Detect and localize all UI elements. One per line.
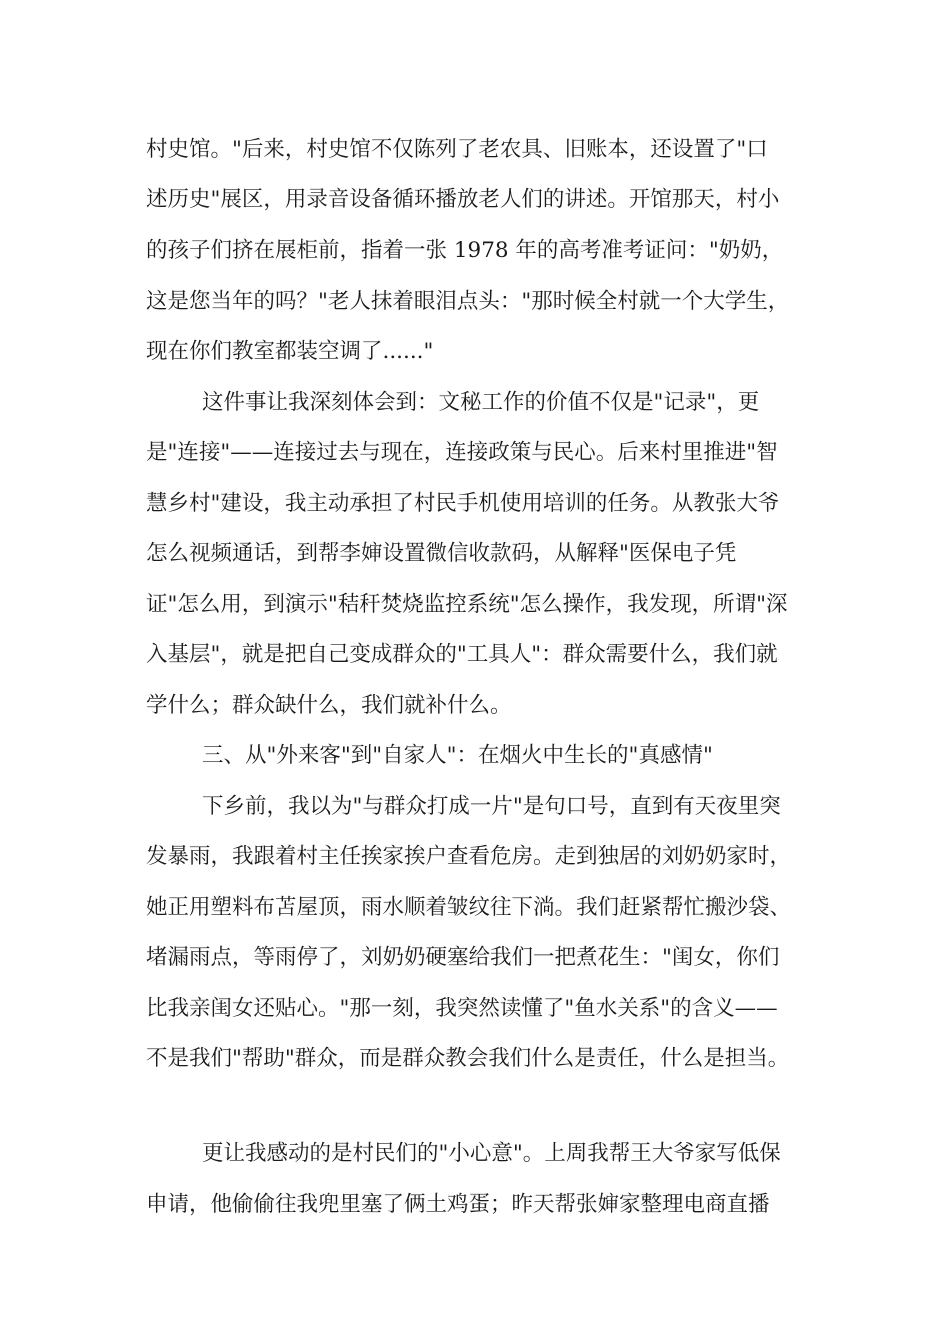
text-line: 证"怎么用，到演示"秸秆焚烧监控系统"怎么操作，我发现，所谓"深 — [146, 592, 788, 617]
text-line: 慧乡村"建设，我主动承担了村民手机使用培训的任务。从教张大爷 — [146, 491, 780, 516]
paragraph-first-line: 更让我感动的是村民们的"小心意"。上周我帮王大爷家写低保 — [202, 1141, 781, 1166]
text-line: 发暴雨，我跟着村主任挨家挨户查看危房。走到独居的刘奶奶家时， — [146, 844, 792, 869]
text-line: 这是您当年的吗？"老人抹着眼泪点头："那时候全村就一个大学生， — [146, 289, 790, 314]
text-line: 她正用塑料布苫屋顶，雨水顺着皱纹往下淌。我们赶紧帮忙搬沙袋、 — [146, 895, 792, 920]
text-line: 入基层"，就是把自己变成群众的"工具人"：群众需要什么，我们就 — [146, 642, 778, 667]
text-line: 述历史"展区，用录音设备循环播放老人们的讲述。开馆那天，村小 — [146, 187, 780, 212]
text-line: 是"连接"——连接过去与现在，连接政策与民心。后来村里推进"智 — [146, 440, 778, 465]
paragraph-first-line: 下乡前，我以为"与群众打成一片"是句口号，直到有天夜里突 — [202, 794, 781, 819]
text-line: 学什么；群众缺什么，我们就补什么。 — [146, 693, 512, 718]
text-line: 不是我们"帮助"群众，而是群众教会我们什么是责任，什么是担当。 — [146, 1046, 790, 1071]
text-line: 申请，他偷偷往我兜里塞了俩土鸡蛋；昨天帮张婶家整理电商直播 — [146, 1192, 770, 1217]
text-line: 村史馆。"后来，村史馆不仅陈列了老农具、旧账本，还设置了"口 — [146, 137, 768, 162]
text-line: 堵漏雨点，等雨停了，刘奶奶硬塞给我们一把煮花生："闺女，你们 — [146, 945, 780, 970]
text-line: 怎么视频通话，到帮李婶设置微信收款码，从解释"医保电子凭 — [146, 541, 737, 566]
text-line: 比我亲闺女还贴心。"那一刻，我突然读懂了"鱼水关系"的含义—— — [146, 996, 778, 1021]
paragraph-first-line: 这件事让我深刻体会到：文秘工作的价值不仅是"记录"，更 — [202, 390, 760, 415]
text-line: 现在你们教室都装空调了......" — [146, 339, 434, 364]
section-heading: 三、从"外来客"到"自家人"：在烟火中生长的"真感情" — [202, 743, 713, 768]
text-line: 的孩子们挤在展柜前，指着一张 1978 年的高考准考证问："奶奶， — [146, 238, 784, 263]
